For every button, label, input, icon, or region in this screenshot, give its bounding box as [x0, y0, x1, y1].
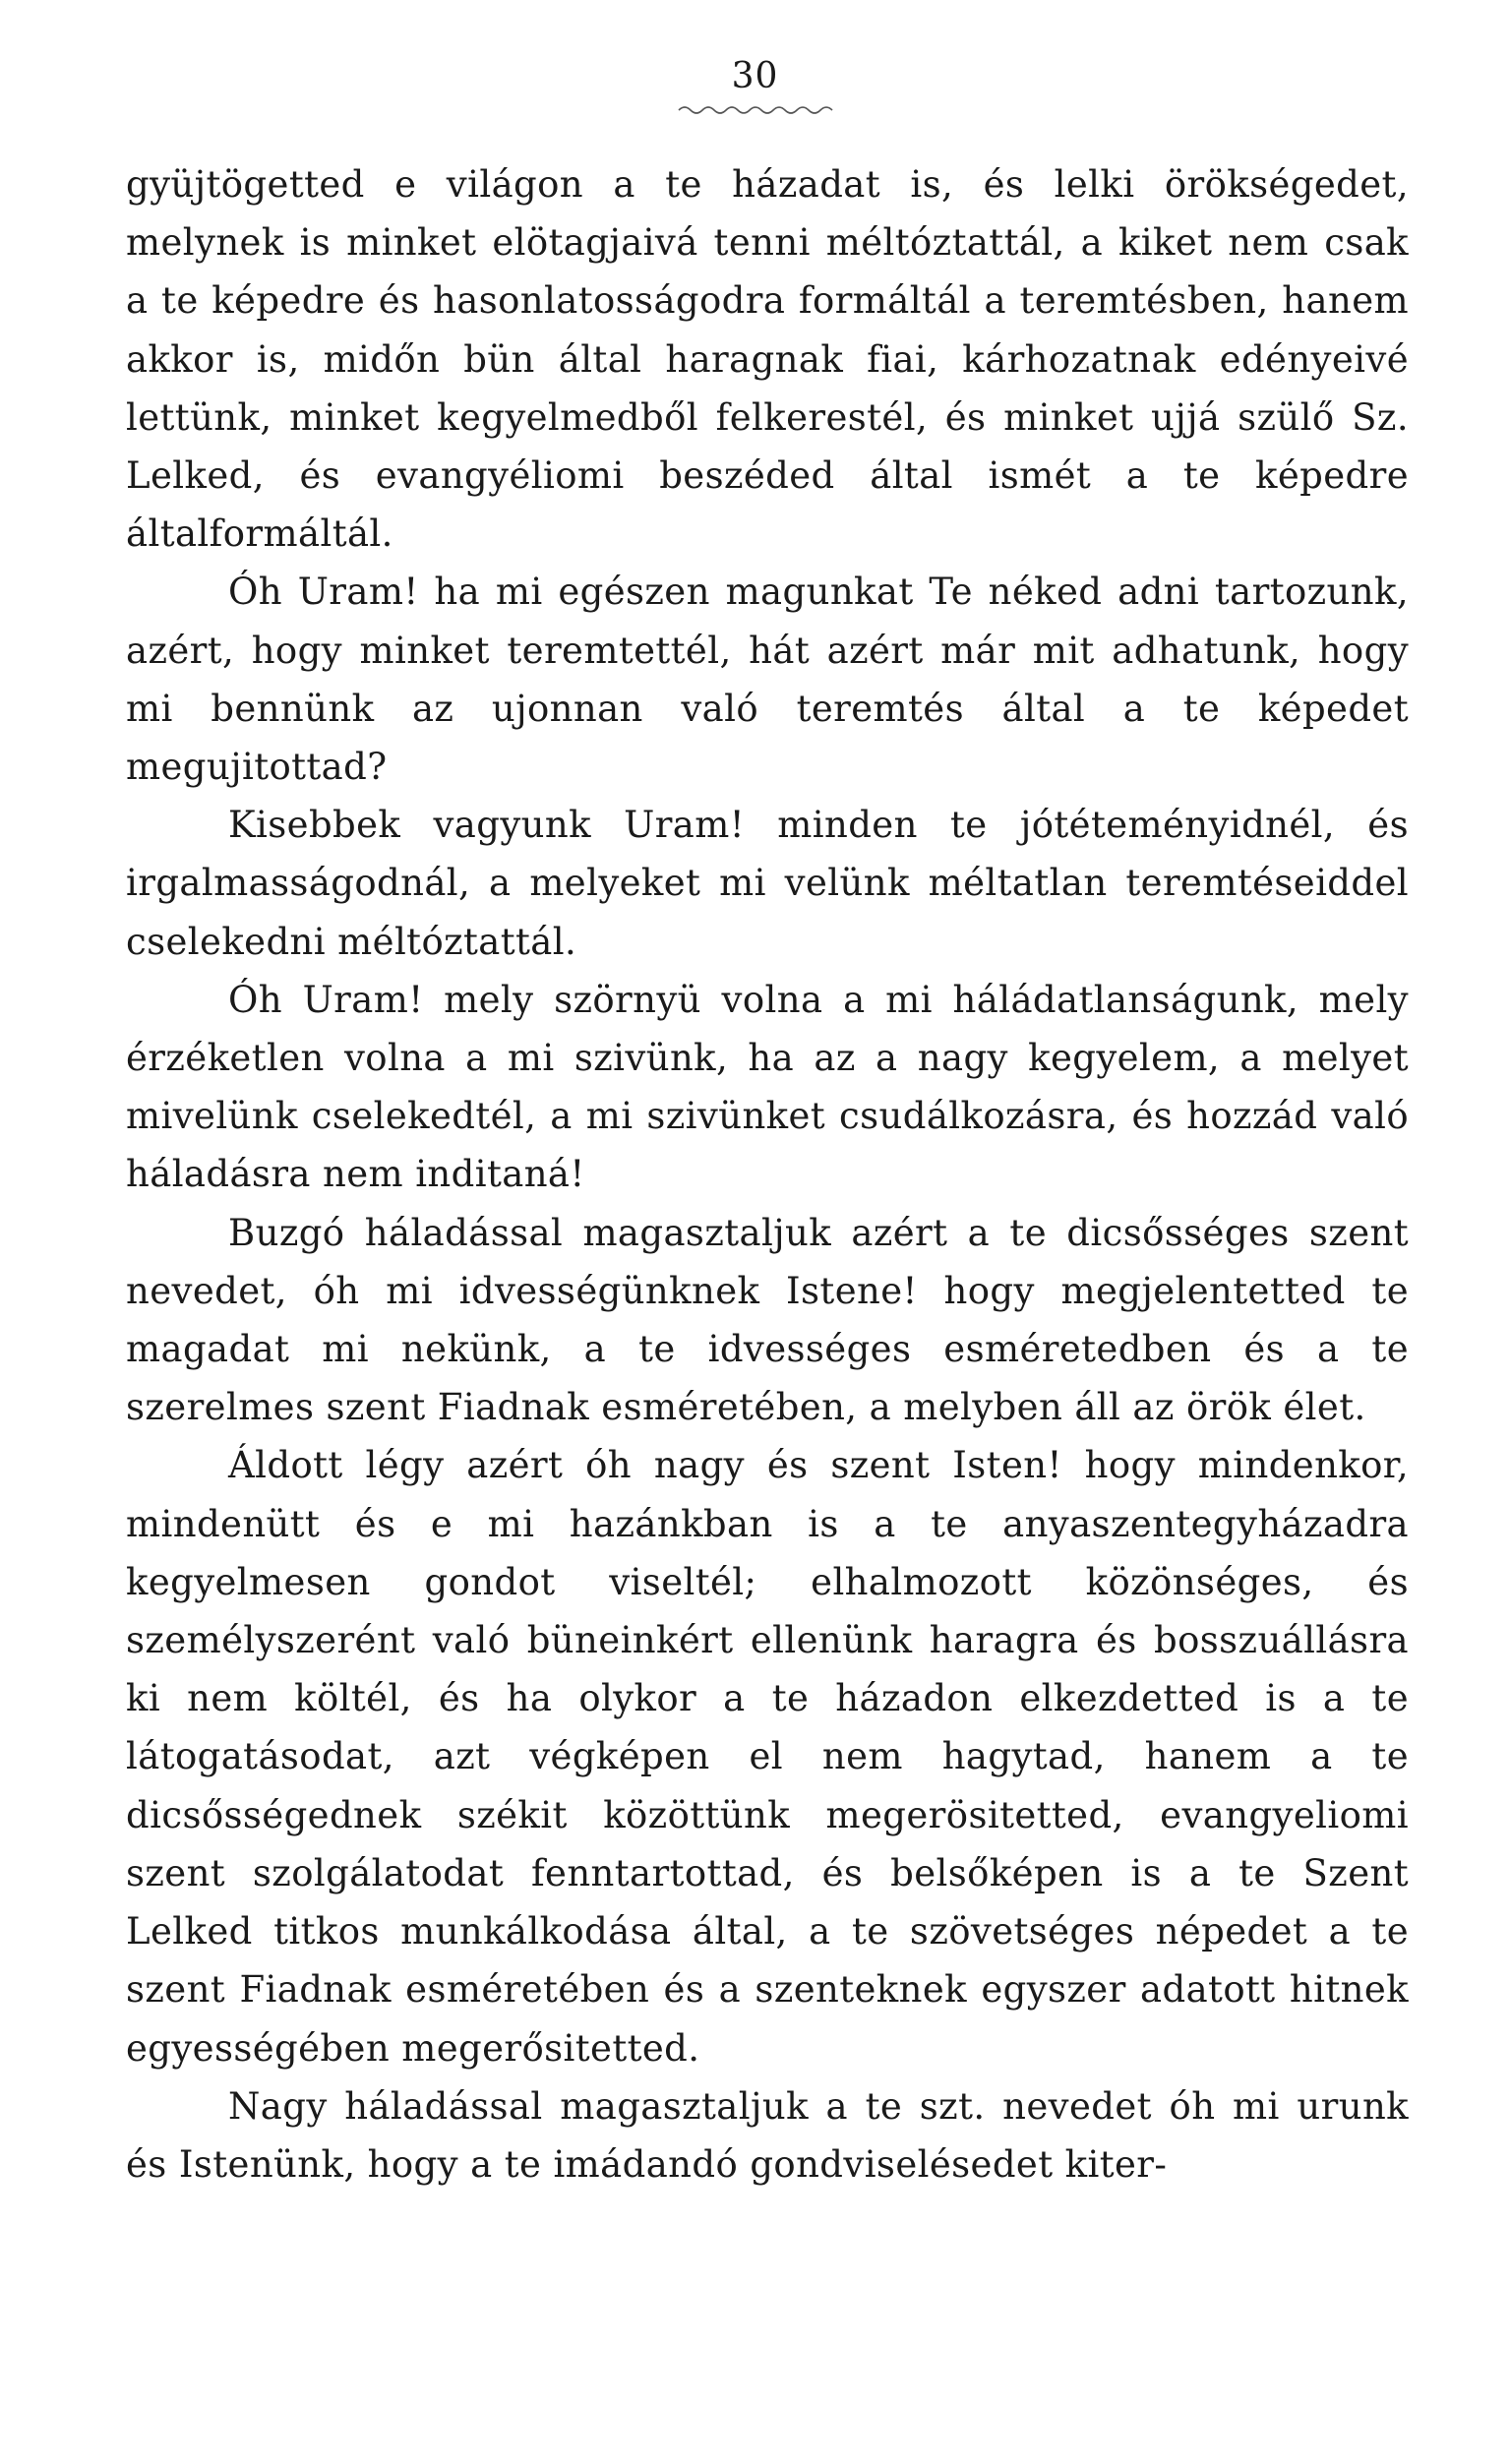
body-text	[126, 155, 1409, 2194]
page-number: 30	[731, 56, 779, 96]
paragraph-1: gyüjtögetted e világon a te házadat is, és lelki örökségedet, melynek is minket elötagjaivá tenni méltóztattál, a kiket nem csak a te képedre és hasonlatosságodra formáltál a teremtésben, hanem akkor is, midőn bün által haragnak fiai, kárhozatnak edényeivé lettünk, minket kegyelmedből felkerestél, és minket ujjá szülő Sz. Lelked, és evangyéliomi beszéded által ismét a te képedre általformáltál.	[126, 163, 1409, 556]
paragraph-4: Óh Uram! mely szörnyü volna a mi háládatlanságunk, mely érzéketlen volna a mi szivünk, ha az a nagy kegyelem, a melyet mivelünk cselekedtél, a mi szivünket csudálkozásra, és hozzád való háladásra nem inditaná!	[126, 978, 1409, 1196]
ornament-divider	[0, 102, 1510, 121]
paragraph-2: Óh Uram! ha mi egészen magunkat Te néked adni tartozunk, azért, hogy minket teremtettél, hát azért már mit adhatunk, hogy mi bennünk az ujonnan való teremtés által a te képedet megujitottad?	[126, 571, 1409, 789]
paragraph-6: Áldott légy azért óh nagy és szent Isten! hogy mindenkor, mindenütt és e mi hazánkban is a te anyaszentegyházadra kegyelmesen gondot viseltél; elhalmozott közönséges, és személyszerént való büneinkért ellenünk haragra és bosszuállásra ki nem költél, és ha olykor a te házadon elkezdetted is a te látogatásodat, azt végképen el nem hagytad, hanem a te dicsősségednek székit közöttünk megerösitetted, evangyeliomi szent szolgálatodat fenntartottad, és belsőképen is a te Szent Lelked titkos munkálkodása által, a te szövetséges népedet a te szent Fiadnak esméretében és a szenteknek egyszer adatott hitnek egyességében megerősitetted.	[126, 1444, 1409, 2070]
paragraph-5: Buzgó háladással magasztaljuk azért a te dicsősséges szent nevedet, óh mi idvességünknek Istene! hogy megjelentetted te magadat mi nekünk, a te idvességes esméretedben és a te szerelmes szent Fiadnak esméretében, a melyben áll az örök élet.	[126, 1211, 1409, 1429]
ornament-wave-icon	[677, 103, 834, 117]
paragraph-7: Nagy háladással magasztaljuk a te szt. nevedet óh mi urunk és Istenünk, hogy a te imádandó gondviselésedet kiter-	[126, 2084, 1409, 2186]
paragraph-3: Kisebbek vagyunk Uram! minden te jótéteményidnél, és irgalmasságodnál, a melyeket mi velünk méltatlan teremtéseiddel cselekedni méltóztattál.	[126, 804, 1409, 963]
